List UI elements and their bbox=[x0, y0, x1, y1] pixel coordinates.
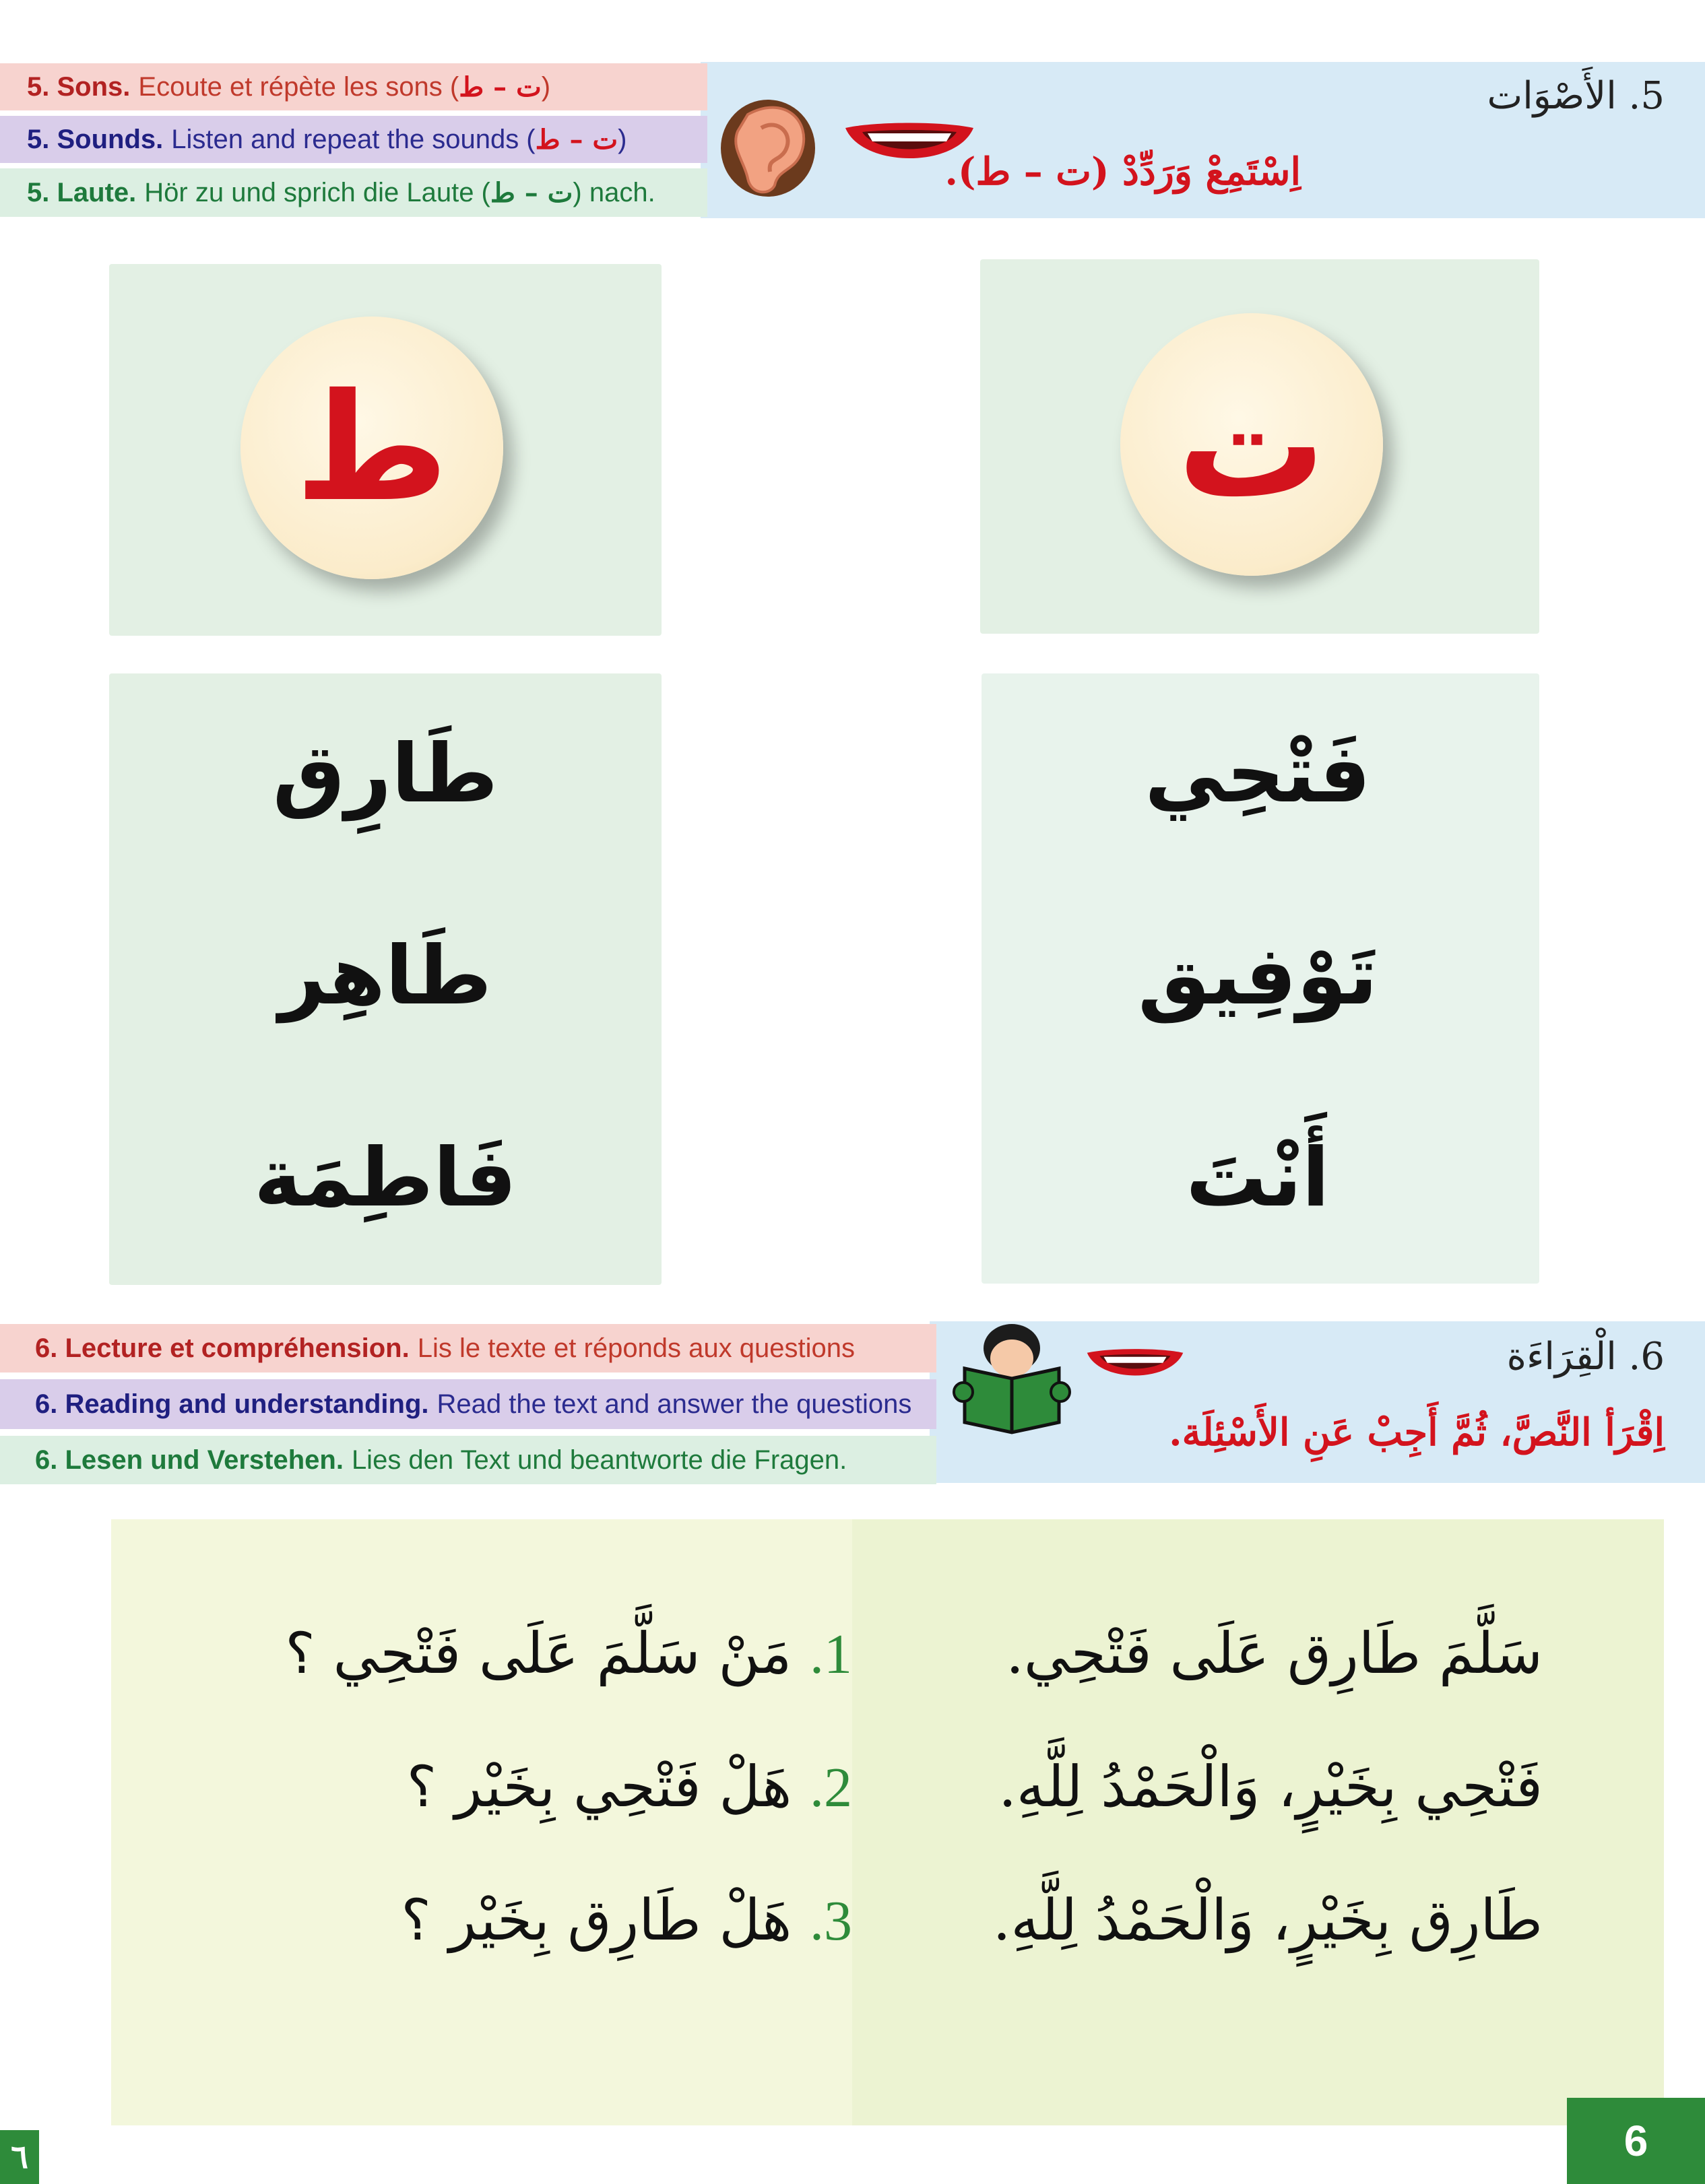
section6-instruction-en: 6. Reading and understanding. Read the text and answer the questions bbox=[0, 1379, 936, 1429]
reading-text-panel bbox=[852, 1519, 1664, 2125]
page-number: 6 bbox=[1567, 2098, 1705, 2184]
section6-title: 6. الْقِرَاءَة bbox=[1506, 1335, 1665, 1379]
reading-line-1: سَلَّمَ طَارِق عَلَى فَتْحِي. bbox=[1006, 1620, 1543, 1686]
word-anta: أَنْتَ bbox=[1186, 1131, 1330, 1225]
question-2: 2. هَلْ فَتْحِي بِخَيْر ؟ bbox=[406, 1754, 852, 1820]
reading-boy-icon bbox=[951, 1321, 1072, 1436]
questions-panel bbox=[111, 1519, 852, 2125]
letter-circle-right bbox=[1120, 313, 1383, 576]
letter-taa: ت bbox=[1177, 358, 1326, 531]
reading-line-3: طَارِق بِخَيْرٍ، وَالْحَمْدُ لِلَّهِ. bbox=[992, 1887, 1543, 1953]
section6-instruction-ar: اِقْرَأ النَّصَّ، ثُمَّ أَجِبْ عَنِ الأَسْئِلَة. bbox=[1169, 1410, 1665, 1455]
letter-panel-right bbox=[980, 259, 1539, 634]
word-tariq: طَارِق bbox=[272, 727, 498, 821]
section6-instruction-de: 6. Lesen und Verstehen. Lies den Text und beantworte die Fragen. bbox=[0, 1436, 936, 1484]
letter-taa-emphatic: ط bbox=[294, 362, 449, 534]
ear-icon bbox=[711, 94, 825, 202]
page-number-arabic: ٦ bbox=[0, 2130, 39, 2184]
section5-instruction-en: 5. Sounds. Listen and repeat the sounds ( ت – ط ) bbox=[0, 116, 707, 163]
letter-circle-left bbox=[240, 317, 503, 579]
word-fatima: فَاطِمَة bbox=[254, 1131, 517, 1225]
question-3: 3. هَلْ طَارِق بِخَيْر ؟ bbox=[401, 1887, 852, 1953]
section5-title: 5. الأَصْوَات bbox=[1487, 74, 1665, 118]
word-panel-right bbox=[982, 673, 1539, 1284]
section5-instruction-de: 5. Laute. Hör zu und sprich die Laute ( ت – ط ) nach. bbox=[0, 168, 707, 217]
section5-instruction-fr: 5. Sons. Ecoute et répète les sons ( ت – ط ) bbox=[0, 63, 707, 110]
question-1: 1. مَنْ سَلَّمَ عَلَى فَتْحِي ؟ bbox=[285, 1620, 852, 1686]
letter-panel-left bbox=[109, 264, 662, 636]
word-panel-left bbox=[109, 673, 662, 1285]
word-tawfiq: تَوْفِيق bbox=[1137, 929, 1378, 1023]
word-tahir: طَاهِر bbox=[279, 929, 492, 1023]
section6-instruction-fr: 6. Lecture et compréhension. Lis le texte et réponds aux questions bbox=[0, 1324, 936, 1372]
mouth-icon bbox=[1085, 1340, 1186, 1391]
word-fathi: فَتْحِي bbox=[1145, 727, 1371, 821]
section5-instruction-ar: اِسْتَمِعْ وَرَدِّدْ (ت – ط). bbox=[944, 150, 1301, 194]
reading-line-2: فَتْحِي بِخَيْرٍ، وَالْحَمْدُ لِلَّهِ. bbox=[998, 1754, 1543, 1820]
